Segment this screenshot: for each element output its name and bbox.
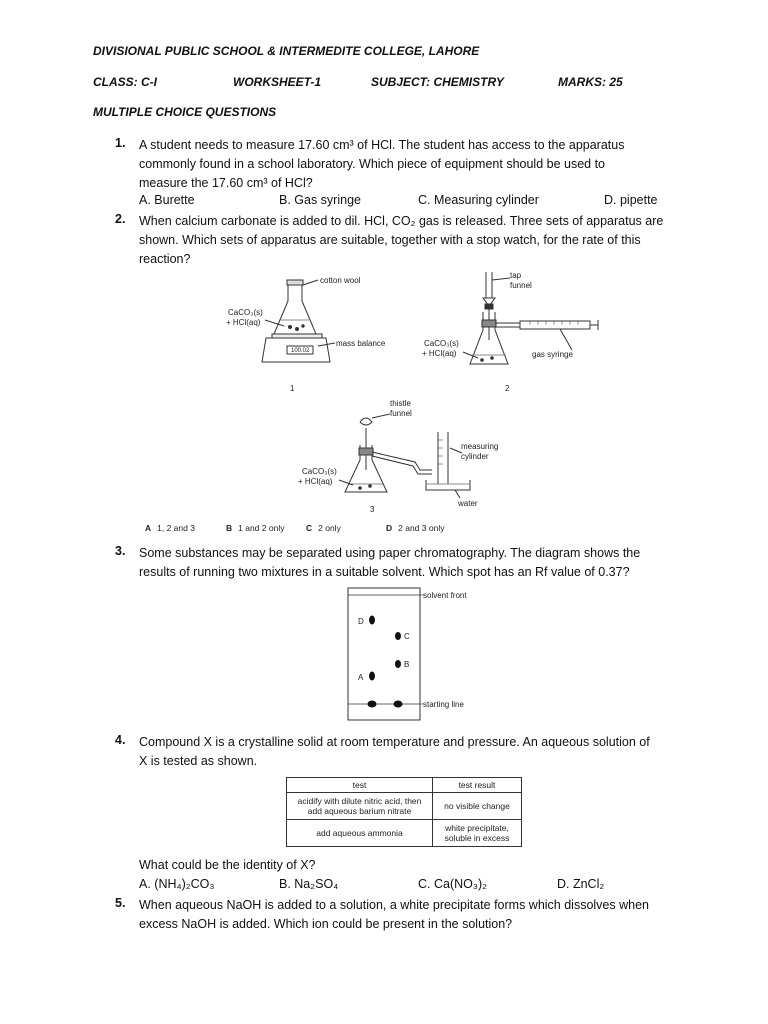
table-header-row [287,778,522,793]
q2-line3: reaction? [139,252,191,266]
q1-number: 1. [115,136,126,150]
q2-option-c-text: 2 only [318,523,341,533]
q1-line2: commonly found in a school laboratory. Which piece of equipment should be used to [139,157,606,171]
q1-option-a[interactable]: A. Burette [139,193,195,207]
q3-line1: Some substances may be separated using paper chromatography. The diagram shows the [139,546,641,560]
q4-test-table [286,777,522,847]
q1-line1: A student needs to measure 17.60 cm³ of HCl. The student has access to the apparatus [139,138,625,152]
section-title: MULTIPLE CHOICE QUESTIONS [93,105,277,119]
spot-a [369,672,375,681]
label-solvent-front: solvent front [423,591,467,600]
table-cell: acidify with dilute nitric acid, then add aqueous barium nitrate [287,793,433,820]
label-caco3-1: CaCO₃(s) [228,308,263,317]
origin-spot-1 [368,701,377,708]
spot-b [395,660,401,668]
apparatus-set-3 [339,414,470,498]
q2-option-d-text: 2 and 3 only [398,523,445,533]
q5-line2: excess NaOH is added. Which ion could be present in the solution? [139,917,513,931]
spot-label-a: A [358,673,364,682]
q4-option-c[interactable]: C. Ca(NO₃)₂ [418,877,487,891]
balance-reading: 100.02 [291,348,310,354]
q4-line2: X is tested as shown. [139,754,258,768]
q2-option-c-letter: C [306,523,313,533]
label-hcl-2: + HCl(aq) [422,349,457,358]
q4-option-a[interactable]: A. (NH₄)₂CO₃ [139,877,215,891]
label-set-1: 1 [290,384,295,393]
q4-question: What could be the identity of X? [139,858,316,872]
label-funnel: funnel [510,281,532,290]
q2-option-b[interactable] [226,523,284,533]
subject-label: SUBJECT: CHEMISTRY [371,75,504,89]
label-cylinder: cylinder [461,452,489,461]
worksheet-label: WORKSHEET-1 [233,75,322,89]
table-cell: add aqueous ammonia [287,820,433,847]
label-measuring: measuring [461,442,499,451]
q2-option-a-text: 1, 2 and 3 [157,523,195,533]
spot-label-d: D [358,617,364,626]
label-caco3-3: CaCO₃(s) [302,467,337,476]
table-row [287,820,522,847]
spot-label-b: B [404,660,410,669]
table-header-test: test [287,778,433,793]
label-mass-balance: mass balance [336,339,386,348]
label-starting-line: starting line [423,700,464,709]
q5-text [139,896,679,934]
q4-text [139,733,679,771]
q2-line1: When calcium carbonate is added to dil. HCl, CO₂ gas is released. Three sets of apparatus are [139,214,664,228]
table-cell: white precipitate, soluble in excess [433,820,522,847]
q3-text [139,544,679,582]
q2-line2: shown. Which sets of apparatus are suitable, together with a stop watch, for the rate of this [139,233,641,247]
label-hcl-1: + HCl(aq) [226,318,261,327]
label-gas-syringe: gas syringe [532,350,573,359]
q2-option-d-letter: D [386,523,393,533]
table-header-result: test result [433,778,522,793]
label-water: water [458,499,478,508]
school-title: DIVISIONAL PUBLIC SCHOOL & INTERMEDITE COLLEGE, LAHORE [93,44,480,58]
table-row [287,793,522,820]
q5-number: 5. [115,896,126,910]
table-cell: no visible change [433,793,522,820]
q2-option-b-letter: B [226,523,233,533]
chromatogram [340,584,480,724]
label-tap: tap [510,271,522,280]
q1-option-b[interactable]: B. Gas syringe [279,193,361,207]
spot-d [369,616,375,625]
label-set-2: 2 [505,384,510,393]
q2-option-a[interactable] [145,523,195,533]
label-set-3: 3 [370,505,375,514]
q2-option-d[interactable] [386,523,444,533]
q2-number: 2. [115,212,126,226]
q1-option-c[interactable]: C. Measuring cylinder [418,193,539,207]
q2-option-a-letter: A [145,523,152,533]
q4-number: 4. [115,733,126,747]
q2-option-b-text: 1 and 2 only [238,523,285,533]
q4-option-d[interactable]: D. ZnCl₂ [557,877,605,891]
label-funnel-3: funnel [390,409,412,418]
q1-option-d[interactable]: D. pipette [604,193,658,207]
q4-line1: Compound X is a crystalline solid at room temperature and pressure. An aqueous solution of [139,735,650,749]
q5-line1: When aqueous NaOH is added to a solution, a white precipitate forms which dissolves when [139,898,649,912]
q3-line2: results of running two mixtures in a suitable solvent. Which spot has an Rf value of 0.37? [139,565,630,579]
label-caco3-2: CaCO₃(s) [424,339,459,348]
spot-c [395,632,401,640]
label-hcl-3: + HCl(aq) [298,477,333,486]
q1-line3: measure the 17.60 cm³ of HCl? [139,176,313,190]
class-label: CLASS: C-I [93,75,157,89]
label-cotton-wool: cotton wool [320,276,361,285]
q3-number: 3. [115,544,126,558]
origin-spot-2 [394,701,403,708]
label-thistle: thistle [390,399,411,408]
marks-label: MARKS: 25 [558,75,623,89]
spot-label-c: C [404,632,410,641]
q2-option-c[interactable] [306,523,341,533]
q4-option-b[interactable]: B. Na₂SO₄ [279,877,339,891]
